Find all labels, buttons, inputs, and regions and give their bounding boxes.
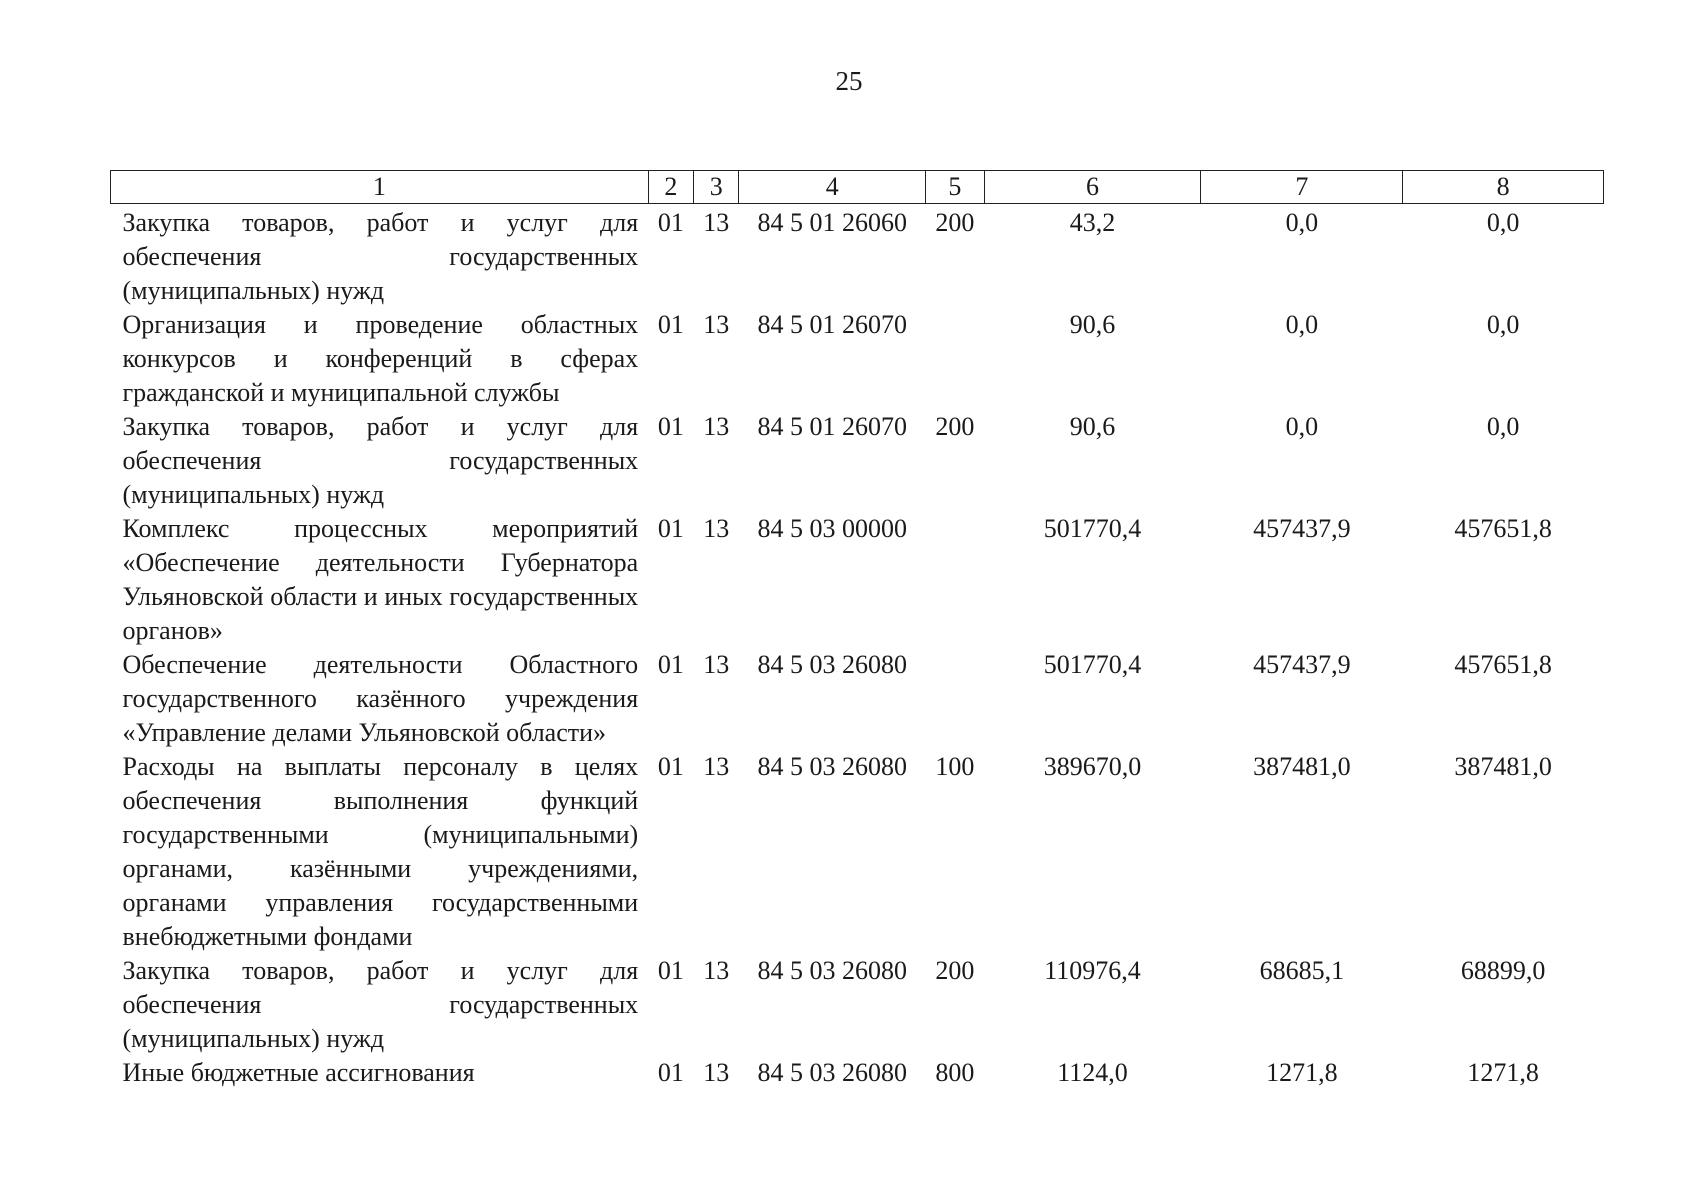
- target-article-code: 84 5 03 26080: [757, 1058, 908, 1087]
- table-body: [111, 204, 1604, 1091]
- expense-type-code: 200: [935, 956, 975, 985]
- expense-type-code: 200: [935, 412, 975, 441]
- section-code: 01: [657, 956, 684, 985]
- target-article-code: 84 5 03 26080: [757, 956, 908, 985]
- expense-type-code: [926, 512, 985, 648]
- amount-col-8: 0,0: [1486, 412, 1520, 441]
- expense-type-code: [926, 648, 985, 750]
- column-header: 7: [1201, 171, 1403, 204]
- amount-col-7: 1271,8: [1266, 1058, 1338, 1087]
- column-header: 1: [111, 171, 649, 204]
- amount-col-8: 457651,8: [1454, 650, 1552, 679]
- amount-col-6: 90,6: [1069, 310, 1116, 339]
- section-code: 01: [657, 310, 684, 339]
- table-row: [111, 512, 1604, 648]
- target-article-code: 84 5 03 26080: [757, 650, 908, 679]
- page-number: 25: [835, 66, 863, 96]
- amount-col-7: 0,0: [1285, 310, 1319, 339]
- target-article-code: 84 5 03 00000: [757, 514, 908, 543]
- table-row: [111, 750, 1604, 954]
- item-name: Закупка товаров, работ и услуг для обеспечения государственных (муниципальных) нужд: [122, 412, 639, 509]
- subsection-code: 13: [703, 752, 730, 781]
- table-row: [111, 648, 1604, 750]
- column-header: 3: [694, 171, 739, 204]
- subsection-code: 13: [703, 208, 730, 237]
- target-article-code: 84 5 01 26070: [757, 412, 908, 441]
- target-article-code: 84 5 01 26070: [757, 310, 908, 339]
- target-article-code: 84 5 03 26080: [757, 752, 908, 781]
- expense-type-code: 800: [935, 1058, 975, 1087]
- column-header: 4: [739, 171, 926, 204]
- subsection-code: 13: [703, 310, 730, 339]
- item-name: Иные бюджетные ассигнования: [122, 1058, 475, 1087]
- table-row: [111, 308, 1604, 410]
- column-header: 5: [926, 171, 985, 204]
- amount-col-7: 457437,9: [1253, 650, 1351, 679]
- amount-col-7: 387481,0: [1253, 752, 1351, 781]
- section-code: 01: [657, 650, 684, 679]
- subsection-code: 13: [703, 650, 730, 679]
- section-code: 01: [657, 752, 684, 781]
- section-code: 01: [657, 208, 684, 237]
- budget-table: [110, 170, 1604, 1090]
- amount-col-7: 0,0: [1285, 208, 1319, 237]
- subsection-code: 13: [703, 412, 730, 441]
- amount-col-8: 1271,8: [1467, 1058, 1539, 1087]
- item-name: Расходы на выплаты персоналу в целях обеспечения выполнения функций государственными (муниципальными) органами, казёнными учреждениями, органами управления государственными внебюджетными фондами: [122, 752, 639, 951]
- amount-col-6: 389670,0: [1043, 752, 1142, 781]
- amount-col-8: 0,0: [1486, 208, 1520, 237]
- amount-col-8: 457651,8: [1454, 514, 1552, 543]
- amount-col-7: 457437,9: [1253, 514, 1351, 543]
- section-code: 01: [657, 412, 684, 441]
- amount-col-7: 68685,1: [1259, 956, 1345, 985]
- table-row: [111, 204, 1604, 309]
- amount-col-8: 387481,0: [1454, 752, 1552, 781]
- amount-col-6: 501770,4: [1043, 514, 1142, 543]
- amount-col-6: 43,2: [1069, 208, 1116, 237]
- amount-col-8: 0,0: [1486, 310, 1520, 339]
- item-name: Обеспечение деятельности Областного государственного казённого учреждения «Управление делами Ульяновской области»: [122, 650, 639, 747]
- amount-col-8: 68899,0: [1460, 956, 1546, 985]
- item-name: Комплекс процессных мероприятий «Обеспечение деятельности Губернатора Ульяновской области и иных государственных органов»: [122, 514, 639, 645]
- item-name: Организация и проведение областных конкурсов и конференций в сферах гражданской и муниципальной службы: [122, 310, 639, 407]
- section-code: 01: [657, 1058, 684, 1087]
- table-row: [111, 1056, 1604, 1090]
- amount-col-6: 110976,4: [1044, 956, 1141, 985]
- amount-col-6: 501770,4: [1043, 650, 1142, 679]
- amount-col-6: 1124,0: [1057, 1058, 1128, 1087]
- subsection-code: 13: [703, 956, 730, 985]
- table-row: [111, 954, 1604, 1056]
- expense-type-code: 200: [935, 208, 975, 237]
- expense-type-code: 100: [935, 752, 975, 781]
- subsection-code: 13: [703, 1058, 730, 1087]
- amount-col-7: 0,0: [1285, 412, 1319, 441]
- subsection-code: 13: [703, 514, 730, 543]
- section-code: 01: [657, 514, 684, 543]
- item-name: Закупка товаров, работ и услуг для обеспечения государственных (муниципальных) нужд: [122, 208, 639, 305]
- column-header: 8: [1403, 171, 1604, 204]
- column-header: 2: [648, 171, 693, 204]
- table-row: [111, 410, 1604, 512]
- expense-type-code: [926, 308, 985, 410]
- header-row: [111, 171, 1604, 204]
- target-article-code: 84 5 01 26060: [757, 208, 908, 237]
- item-name: Закупка товаров, работ и услуг для обеспечения государственных (муниципальных) нужд: [122, 956, 639, 1053]
- column-header: 6: [984, 171, 1201, 204]
- amount-col-6: 90,6: [1069, 412, 1116, 441]
